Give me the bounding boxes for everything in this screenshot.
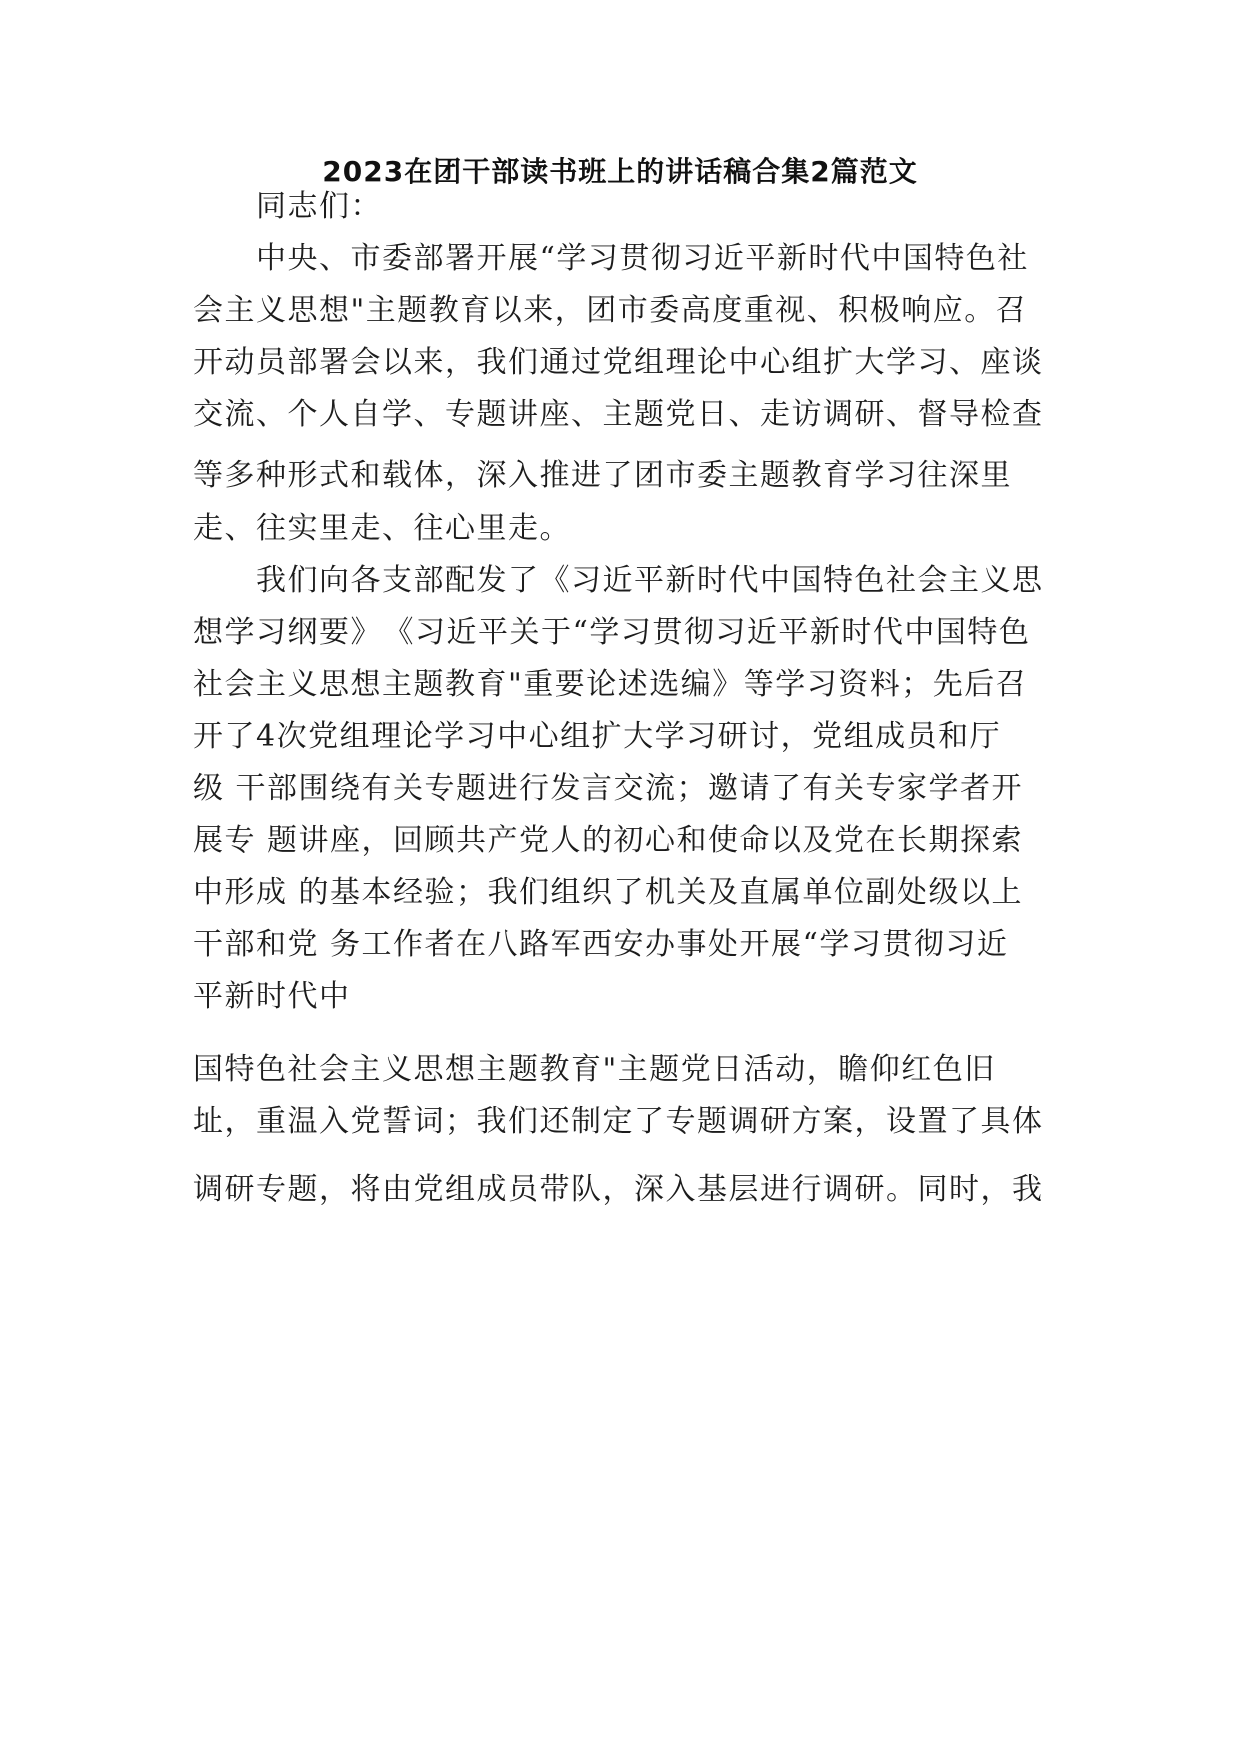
paragraph-line: 干部和党 务工作者在八路军西安办事处开展“学习贯彻习近: [193, 927, 1009, 962]
paragraph-line: 展专 题讲座，回顾共产党人的初心和使命以及党在长期探索: [193, 823, 1024, 858]
document-title: 2023在团干部读书班上的讲话稿合集2篇范文: [322, 155, 918, 188]
paragraph-line: 我们向各支部配发了《习近平新时代中国特色社会主义思: [256, 563, 1044, 598]
paragraph-line: 开了4次党组理论学习中心组扩大学习研讨，党组成员和厅: [193, 719, 1002, 754]
paragraph-line: 平新时代中: [193, 979, 351, 1014]
paragraph-line: 址，重温入党誓词；我们还制定了专题调研方案，设置了具体: [193, 1104, 1044, 1139]
paragraph-line: 中央、市委部署开展“学习贯彻习近平新时代中国特色社: [256, 241, 1029, 276]
paragraph-line: 中形成 的基本经验；我们组织了机关及直属单位副处级以上: [193, 875, 1024, 910]
paragraph-line: 开动员部署会以来，我们通过党组理论中心组扩大学习、座谈: [193, 345, 1044, 380]
paragraph-line: 走、往实里走、往心里走。: [193, 511, 571, 546]
paragraph-line: 会主义思想"主题教育以来，团市委高度重视、积极响应。召: [193, 293, 1028, 328]
salutation-line: 同志们：: [256, 189, 382, 224]
paragraph-line: 级 干部围绕有关专题进行发言交流；邀请了有关专家学者开: [193, 771, 1024, 806]
paragraph-line: 交流、个人自学、专题讲座、主题党日、走访调研、督导检查: [193, 397, 1044, 432]
paragraph-line: 社会主义思想主题教育"重要论述选编》等学习资料；先后召: [193, 667, 1028, 702]
paragraph-line: 调研专题，将由党组成员带队，深入基层进行调研。同时，我: [193, 1172, 1044, 1207]
paragraph-line: 等多种形式和载体，深入推进了团市委主题教育学习往深里: [193, 458, 1012, 493]
paragraph-line: 国特色社会主义思想主题教育"主题党日活动，瞻仰红色旧: [193, 1052, 996, 1087]
paragraph-line: 想学习纲要》 《习近平关于“学习贯彻习近平新时代中国特色: [193, 615, 1031, 650]
